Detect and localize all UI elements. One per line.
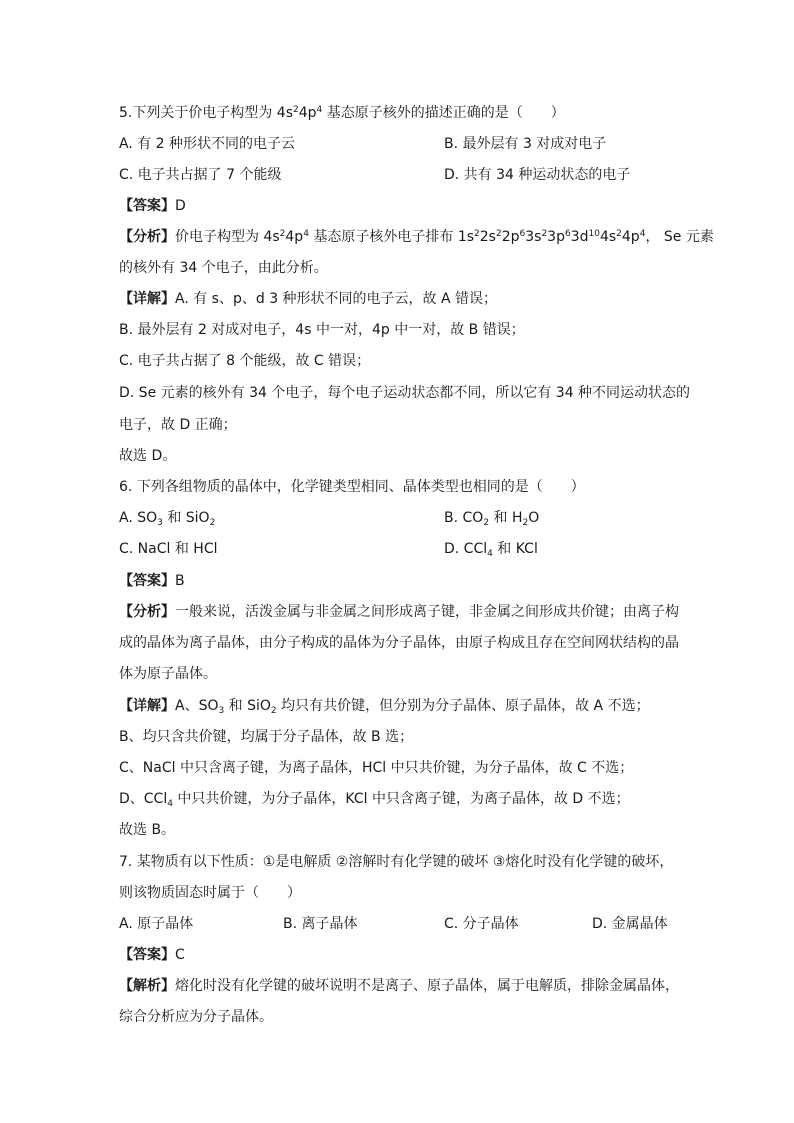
subscript: 2 [209, 518, 216, 528]
analysis-text: 2p [501, 229, 520, 245]
answer-tag: 【答案】 [119, 198, 175, 214]
q5-answer [119, 197, 186, 215]
q6-option-c: C. NaCl 和 HCl [119, 541, 218, 557]
q5-detail-2: B. 最外层有 2 对成对电子，4s 中一对，4p 中一对，故 B 错误； [119, 322, 525, 338]
q7-option-c: C. 分子晶体 [444, 916, 519, 932]
q5-stem [119, 104, 565, 122]
q5-option-d: D. 共有 34 种运动状态的电子 [444, 167, 631, 183]
answer-tag: 【答案】 [119, 947, 175, 963]
superscript: 2 [541, 229, 548, 239]
option-text: 和 KCl [492, 541, 538, 557]
analysis-text: 3p [547, 229, 565, 245]
answer-value: B [175, 573, 185, 589]
answer-value: D [175, 198, 186, 214]
q7-analysis-1 [119, 977, 679, 995]
q7-option-d: D. 金属晶体 [592, 916, 668, 932]
analysis-text: 一般来说，活泼金属与非金属之间形成离子键，非金属之间形成共价键；由离子构 [175, 604, 679, 620]
analysis-text: 3s [525, 229, 542, 245]
option-text: B. CO [444, 510, 484, 526]
analysis-text: 熔化时没有化学键的破坏说明不是离子、原子晶体，属于电解质，排除金属晶体， [175, 978, 679, 994]
superscript: 4 [639, 229, 646, 239]
q7-stem-1: 7. 某物质有以下性质：①是电解质 ②溶解时有化学键的破坏 ③熔化时没有化学键的破坏， [119, 854, 674, 870]
superscript: 6 [519, 229, 526, 239]
q6-conclusion: 故选 B。 [119, 822, 176, 838]
option-text: 和 SiO [162, 510, 210, 526]
superscript: 10 [588, 229, 600, 239]
analysis-text: 4p [285, 229, 304, 245]
superscript: 2 [474, 229, 480, 239]
q6-answer [119, 572, 185, 590]
detail-text: 和 SiO [224, 698, 271, 714]
q5-analysis [119, 228, 714, 246]
superscript: 2 [279, 229, 286, 239]
superscript: 2 [616, 229, 622, 239]
option-text: A. SO [119, 510, 158, 526]
option-text: 和 H [489, 510, 523, 526]
detail-text: 均只有共价键，但分别为分子晶体、原子晶体，故 A 不选； [276, 698, 650, 714]
analysis-tag: 【分析】 [119, 604, 175, 620]
analysis-tag: 【解析】 [119, 978, 175, 994]
q5-option-b: B. 最外层有 3 对成对电子 [444, 136, 607, 152]
superscript: 4 [303, 229, 309, 239]
q6-option-b [444, 509, 539, 527]
detail-text: A. 有 s、p、d 3 种形状不同的电子云，故 A 错误； [175, 291, 498, 307]
q6-option-d [444, 540, 538, 558]
q5-detail-3: C. 电子共占据了 8 个能级，故 C 错误； [119, 353, 371, 369]
q5-stem-text: 基态原子核外的描述正确的是（ ） [322, 105, 565, 121]
superscript: 6 [564, 229, 571, 239]
q5-stem-text: 5.下列关于价电子构型为 4s [119, 105, 294, 121]
subscript: 3 [218, 706, 225, 716]
analysis-text: 基态原子核外电子排布 1s [308, 229, 475, 245]
analysis-text: 2s [479, 229, 496, 245]
superscript: 4 [316, 105, 323, 115]
answer-value: C [175, 947, 185, 963]
q6-analysis-3: 体为原子晶体。 [119, 666, 217, 682]
q6-detail-4 [119, 790, 630, 808]
subscript: 2 [270, 706, 277, 716]
analysis-text: 价电子构型为 4s [175, 229, 280, 245]
q7-analysis-2: 综合分析应为分子晶体。 [119, 1009, 273, 1025]
q5-stem-text: 4p [298, 105, 317, 121]
q6-option-a [119, 509, 215, 527]
q7-answer [119, 946, 185, 964]
detail-text: A、SO [175, 698, 219, 714]
q5-detail-5: 电子，故 D 正确； [119, 417, 237, 433]
detail-tag: 【详解】 [119, 291, 175, 307]
subscript: 4 [487, 549, 493, 559]
q7-stem-2: 则该物质固态时属于（ ） [119, 885, 301, 901]
option-text: D. CCl [444, 541, 488, 557]
analysis-text: ， Se 元素 [645, 229, 714, 245]
subscript: 3 [157, 518, 163, 528]
superscript: 2 [495, 229, 502, 239]
subscript: 2 [483, 518, 490, 528]
subscript: 4 [167, 799, 173, 809]
q5-detail-1 [119, 290, 497, 308]
detail-text: 中只共价键，为分子晶体，KCl 中只含离子键，为离子晶体，故 D 不选； [172, 791, 630, 807]
q6-analysis-2: 成的晶体为离子晶体，由分子构成的晶体为分子晶体，由原子构成且存在空间网状结构的晶 [119, 635, 679, 651]
q6-analysis-1 [119, 603, 679, 621]
analysis-text: 4s [599, 229, 617, 245]
answer-tag: 【答案】 [119, 573, 175, 589]
q5-analysis-cont: 的核外有 34 个电子，由此分析。 [119, 260, 328, 276]
analysis-text: 4p [621, 229, 640, 245]
subscript: 2 [522, 518, 529, 528]
detail-text: D、CCl [119, 791, 168, 807]
q6-detail-1 [119, 697, 650, 715]
superscript: 2 [293, 105, 299, 115]
q6-stem: 6. 下列各组物质的晶体中，化学键类型相同、晶体类型也相同的是（ ） [119, 479, 585, 495]
analysis-text: 3d [570, 229, 589, 245]
q5-detail-4: D. Se 元素的核外有 34 个电子，每个电子运动状态都不同，所以它有 34 种不同运动状态的 [119, 385, 691, 401]
q6-detail-3: C、NaCl 中只含离子键，为离子晶体，HCl 中只共价键，为分子晶体，故 C 不选； [119, 760, 634, 776]
q5-conclusion: 故选 D。 [119, 448, 177, 464]
q6-detail-2: B、均只含共价键，均属于分子晶体，故 B 选； [119, 729, 414, 745]
q5-option-c: C. 电子共占据了 7 个能级 [119, 167, 282, 183]
detail-tag: 【详解】 [119, 698, 175, 714]
q7-option-a: A. 原子晶体 [119, 916, 194, 932]
q7-option-b: B. 离子晶体 [283, 916, 358, 932]
option-text: O [528, 510, 540, 526]
q5-option-a: A. 有 2 种形状不同的电子云 [119, 136, 296, 152]
analysis-tag: 【分析】 [119, 229, 175, 245]
